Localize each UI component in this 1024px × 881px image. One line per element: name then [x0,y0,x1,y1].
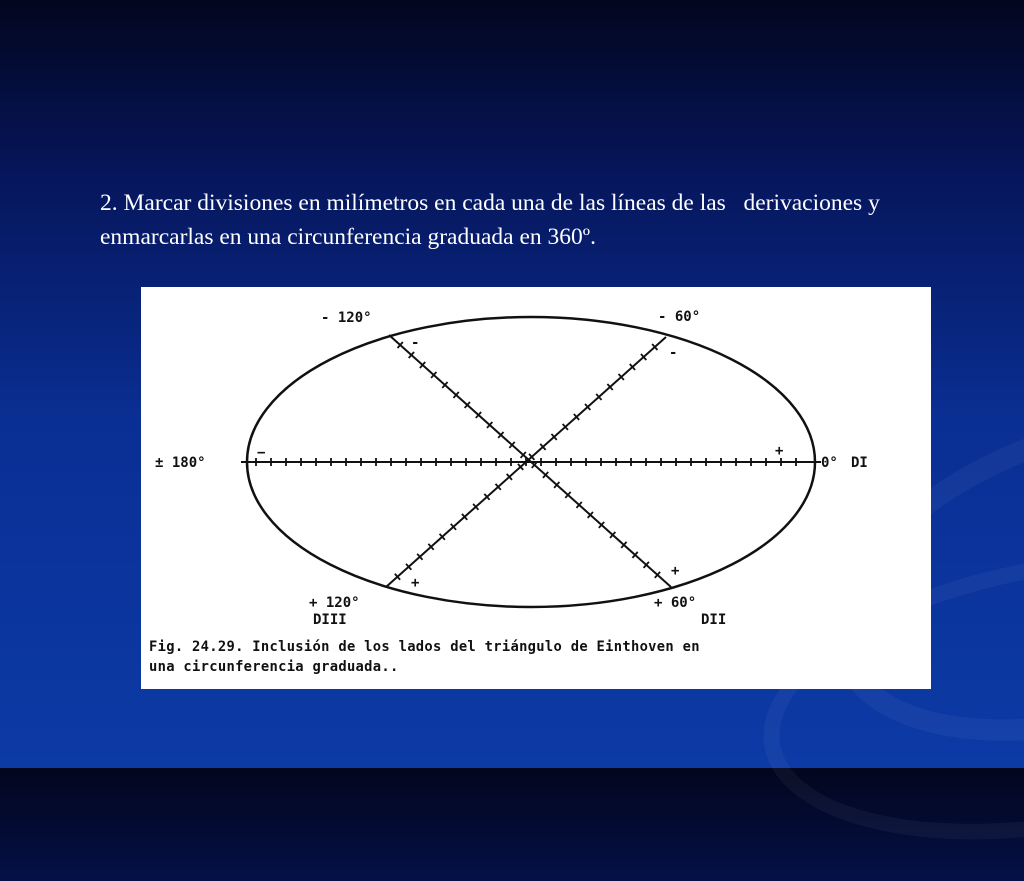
sign-plus-lower-right: + [671,563,680,579]
caption-line: una circunferencia graduada.. [149,659,399,675]
label-180: ± 180° [155,455,206,471]
derivation-axes [241,335,821,587]
sign-minus-left: − [257,445,266,461]
sign-minus-upper-right: - [669,345,678,361]
slide-text-line: 2. Marcar divisiones en milímetros en cada una de las líneas de las derivaciones y [100,190,880,216]
label-plus-60: + 60° [654,595,697,611]
figure-caption [149,637,925,677]
label-0: 0° [821,455,838,471]
slide-text-line: enmarcarlas en una circunferencia graduada en 360º. [100,224,596,250]
label-plus-120: + 120° [309,595,360,611]
label-lead-di: DI [851,455,868,471]
sign-minus-upper-left: - [411,335,420,351]
sign-plus-right: + [775,443,784,459]
label-minus-60: - 60° [658,309,701,325]
label-minus-120: - 120° [321,310,372,326]
einthoven-figure [141,287,931,689]
caption-line: Fig. 24.29. Inclusión de los lados del triángulo de Einthoven en [149,639,700,655]
slide-body-text [100,186,1010,254]
label-lead-dii: DII [701,612,727,628]
graduated-circle-diagram [141,287,931,689]
label-lead-diii: DIII [313,612,347,628]
sign-plus-lower-left: + [411,575,420,591]
